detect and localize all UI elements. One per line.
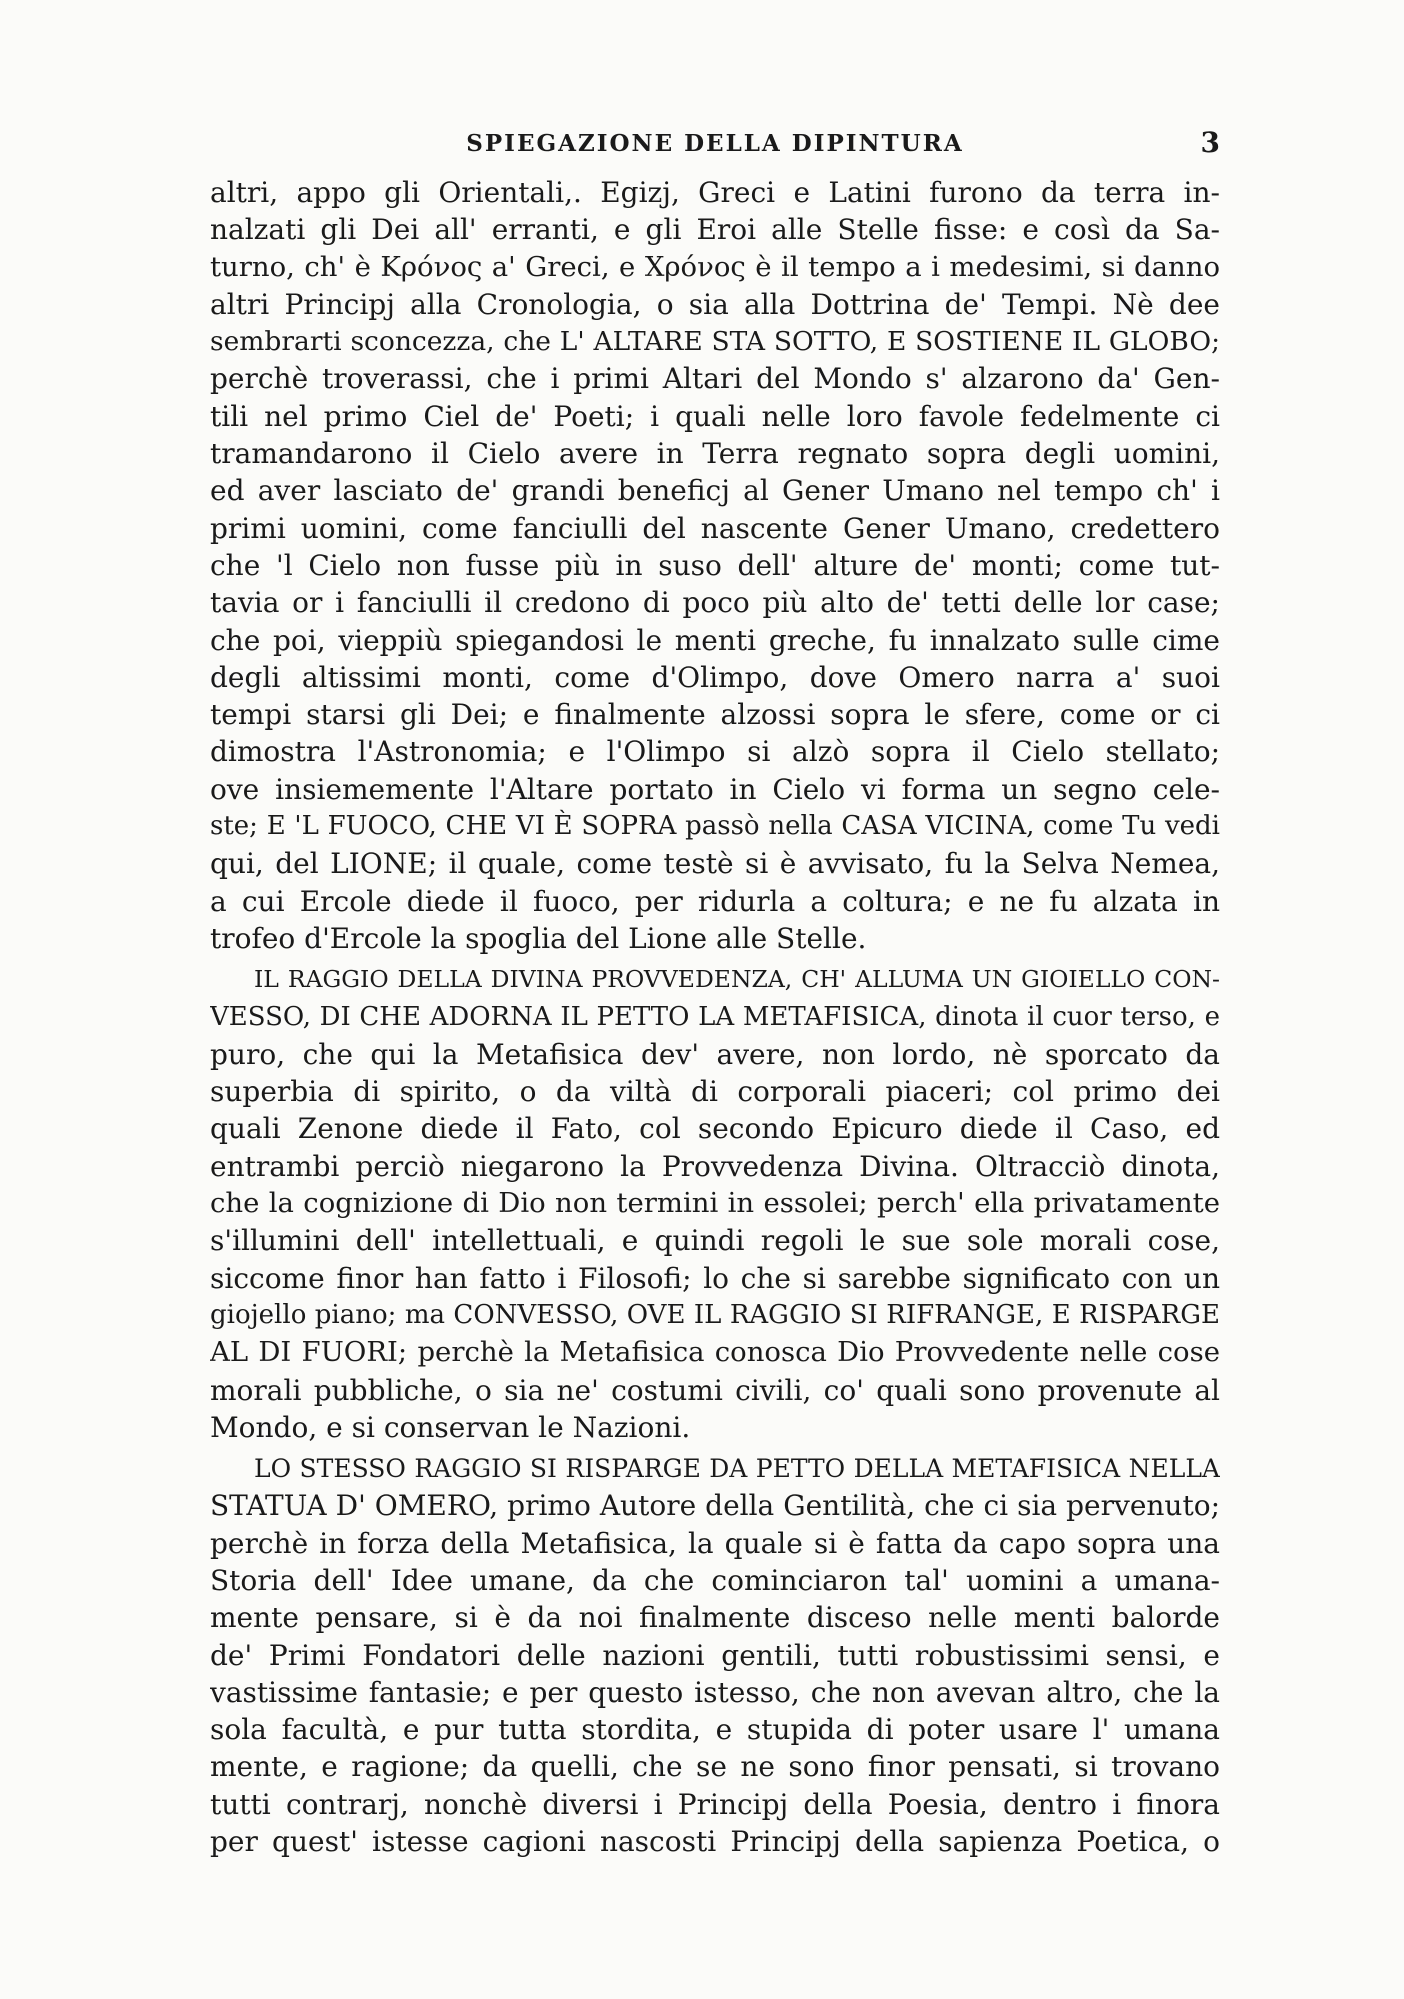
text-line: mente, e ragione; da quelli, che se ne sono finor pensati, si trovano <box>210 1750 1220 1784</box>
text-line: AL DI FUORI; perchè la Metafisica conosca Dio Provvedente nelle cose <box>210 1336 1220 1369</box>
text-line: che la cognizione di Dio non termini in essolei; perch' ella privatamente <box>210 1187 1220 1220</box>
text-line: che poi, vieppiù spiegandosi le menti greche, fu innalzato sulle cime <box>210 623 1220 657</box>
text-line: Storia dell' Idee umane, da che cominciaron tal' uomini a umana- <box>210 1563 1220 1597</box>
text-line: entrambi perciò niegarono la Provvedenza Divina. Oltracciò dinota, <box>210 1149 1220 1183</box>
paragraph <box>210 174 1220 957</box>
text-line: sola facultà, e pur tutta stordita, e stupida di poter usare l' umana <box>210 1713 1220 1747</box>
paragraph <box>210 1450 1220 1860</box>
text-line: puro, che qui la Metafisica dev' avere, non lordo, nè sporcato da <box>210 1037 1220 1071</box>
text-line: de' Primi Fondatori delle nazioni gentili, tutti robustissimi sensi, e <box>210 1638 1220 1672</box>
text-line: perchè in forza della Metafisica, la quale si è fatta da capo sopra una <box>210 1526 1220 1560</box>
page-body <box>210 174 1220 1860</box>
text-line: superbia di spirito, o da viltà di corporali piaceri; col primo dei <box>210 1075 1220 1109</box>
text-line: qui, del LIONE; il quale, come testè si è avvisato, fu la Selva Nemea, <box>210 847 1220 881</box>
text-line: tili nel primo Ciel de' Poeti; i quali nelle loro favole fedelmente ci <box>210 399 1220 433</box>
running-title: SPIEGAZIONE DELLA DIPINTURA <box>466 130 964 157</box>
text-line: ove insiememente l'Altare portato in Cielo vi forma un segno cele- <box>210 772 1220 806</box>
text-line: primi uomini, come fanciulli del nascente Gener Umano, credettero <box>210 511 1220 545</box>
text-line: Mondo, e si conservan le Nazioni. <box>210 1410 691 1444</box>
text-line: morali pubbliche, o sia ne' costumi civili, co' quali sono provenute al <box>210 1373 1220 1407</box>
text-line: a cui Ercole diede il fuoco, per ridurla a coltura; e ne fu alzata in <box>210 884 1220 918</box>
text-line: STATUA D' OMERO, primo Autore della Gentilità, che ci sia pervenuto; <box>210 1489 1220 1523</box>
text-line: nalzati gli Dei all' erranti, e gli Eroi alle Stelle fisse: e così da Sa- <box>210 213 1220 247</box>
text-line: per quest' istesse cagioni nascosti Principj della sapienza Poetica, o <box>210 1825 1220 1859</box>
text-line: mente pensare, si è da noi finalmente disceso nelle menti balorde <box>210 1601 1220 1635</box>
text-line: che 'l Cielo non fusse più in suso dell' alture de' monti; come tut- <box>210 548 1220 582</box>
text-line: tutti contrarj, nonchè diversi i Principj della Poesia, dentro i finora <box>210 1787 1220 1821</box>
text-line: turno, ch' è Κρόνος a' Greci, e Χρόνος è il tempo a i medesimi, si danno <box>210 250 1220 283</box>
text-line: giojello piano; ma CONVESSO, OVE IL RAGGIO SI RIFRANGE, E RISPARGE <box>210 1299 1220 1330</box>
text-line: LO STESSO RAGGIO SI RISPARGE DA PETTO DELLA METAFISICA NELLA <box>254 1454 1220 1484</box>
page-header <box>210 126 1220 170</box>
text-line: sembrarti sconcezza, che L' ALTARE STA SOTTO, E SOSTIENE IL GLOBO; <box>210 326 1220 358</box>
text-line: vastissime fantasie; e per questo istesso, che non avevan altro, che la <box>210 1675 1220 1709</box>
text-line: tavia or i fanciulli il credono di poco più alto de' tetti delle lor case; <box>210 586 1220 620</box>
text-line: dimostra l'Astronomia; e l'Olimpo si alzò sopra il Cielo stellato; <box>210 735 1220 769</box>
text-line: VESSO, DI CHE ADORNA IL PETTO LA METAFISICA, dinota il cuor terso, e <box>210 1001 1220 1032</box>
paragraph <box>210 961 1220 1446</box>
text-line: quali Zenone diede il Fato, col secondo Epicuro diede il Caso, ed <box>210 1112 1220 1146</box>
text-line: tramandarono il Cielo avere in Terra regnato sopra degli uomini, <box>210 437 1220 471</box>
text-line: s'illumini dell' intellettuali, e quindi regoli le sue sole morali cose, <box>210 1224 1220 1258</box>
text-line: IL RAGGIO DELLA DIVINA PROVVEDENZA, CH' ALLUMA UN GIOIELLO CON- <box>254 965 1220 994</box>
text-line: ste; E 'L FUOCO, CHE VI È SOPRA passò nella CASA VICINA, come Tu vedi <box>210 811 1220 842</box>
text-line: degli altissimi monti, come d'Olimpo, dove Omero narra a' suoi <box>210 660 1220 694</box>
text-line: tempi starsi gli Dei; e finalmente alzossi sopra le sfere, come or ci <box>210 698 1220 732</box>
text-line: altri Principj alla Cronologia, o sia alla Dottrina de' Tempi. Nè dee <box>210 287 1220 321</box>
page-number: 3 <box>1200 126 1220 159</box>
text-line: ed aver lasciato de' grandi beneficj al Gener Umano nel tempo ch' i <box>210 474 1220 508</box>
text-line: trofeo d'Ercole la spoglia del Lione alle Stelle. <box>210 921 867 955</box>
text-line: siccome finor han fatto i Filosofi; lo che si sarebbe significato con un <box>210 1261 1220 1295</box>
text-line: altri, appo gli Orientali,. Egizj, Greci e Latini furono da terra in- <box>210 176 1220 209</box>
text-line: perchè troverassi, che i primi Altari del Mondo s' alzarono da' Gen- <box>210 362 1220 396</box>
